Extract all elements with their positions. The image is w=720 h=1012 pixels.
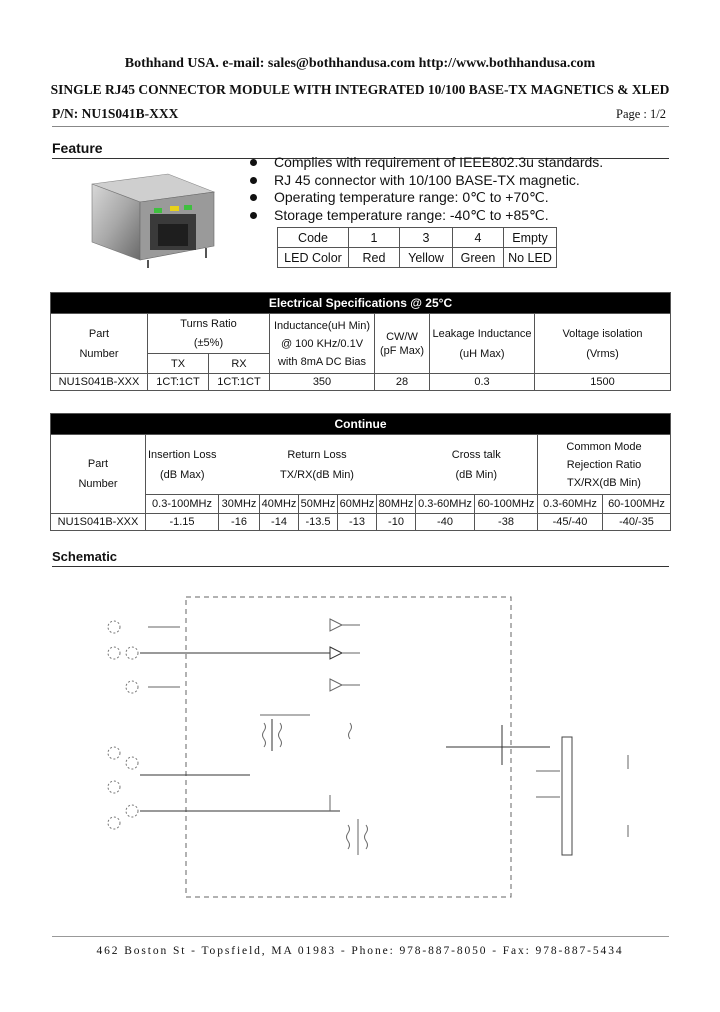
voltage-isolation-header: Voltage isolation (Vrms) [535,314,671,374]
leakage-header: Leakage Inductance (uH Max) [430,314,535,374]
table-cell: -16 [219,514,260,531]
table-cell: -38 [475,514,538,531]
led-green-left [154,208,162,213]
table-cell: -13 [338,514,377,531]
freq-header: 30MHz [219,495,260,514]
common-mode-header: Common Mode Rejection Ratio TX/RX(dB Min) [538,435,671,495]
schematic-heading: Schematic [52,549,118,564]
continue-spec-table [50,413,671,531]
freq-header: 0.3-100MHz [146,495,219,514]
part-number: P/N: NU1S041B-XXX [52,106,179,121]
rx-header: RX [209,354,270,374]
rj45-jack-pins [562,737,572,855]
led-cell: Red [349,248,400,268]
table-cell: -14 [260,514,299,531]
feature-heading: Feature [52,140,103,156]
insertion-loss-header: Insertion Loss (dB Max) [146,435,219,495]
footer-divider [52,936,669,937]
inductance-header: Inductance(uH Min) @ 100 KHz/0.1V with 8mA DC Bias [270,314,375,374]
freq-header: 60MHz [338,495,377,514]
led-cell: Code [278,228,349,248]
led-cell: Empty [504,228,557,248]
table-cell: -40 [416,514,475,531]
led-cell: Yellow [400,248,453,268]
led-cell: LED Color [278,248,349,268]
freq-header: 80MHz [377,495,416,514]
feature-item: RJ 45 connector with 10/100 BASE-TX magnetic. [248,172,603,190]
led-yellow [170,206,179,211]
led-cell: 4 [453,228,504,248]
rj45-connector-photo [88,170,218,270]
company-line: Bothhand USA. e-mail: sales@bothhandusa.com http://www.bothhandusa.com [124,56,596,71]
table-cell: 0.3 [430,374,535,391]
table-cell: -13.5 [299,514,338,531]
choke-coil-icon [349,723,352,739]
table-cell: -40/-35 [603,514,671,531]
led-diode-icon [330,679,342,691]
table-cell: NU1S041B-XXX [51,374,148,391]
freq-header: 50MHz [299,495,338,514]
table-title: Electrical Specifications @ 25°C [51,293,671,314]
document-title: SINGLE RJ45 CONNECTOR MODULE WITH INTEGRATED 10/100 BASE-TX MAGNETICS & XLED [50,82,670,97]
led-cell: No LED [504,248,557,268]
led-cell: 1 [349,228,400,248]
table-cell: 28 [375,374,430,391]
part-number-header: Part Number [51,314,148,374]
table-cell: NU1S041B-XXX [51,514,146,531]
header-divider [52,126,669,127]
transformer-coil-icon [365,825,368,849]
table-cell: -1.15 [146,514,219,531]
freq-header: 0.3-60MHz [538,495,603,514]
freq-header: 0.3-60MHz [416,495,475,514]
footer-address: 462 Boston St - Topsfield, MA 01983 - Phone: 978-887-8050 - Fax: 978-887-5434 [96,945,624,957]
feature-list [248,154,603,224]
table-cell: 1500 [535,374,671,391]
tx-header: TX [148,354,209,374]
cross-talk-header: Cross talk (dB Min) [416,435,538,495]
transformer-coil-icon [347,825,350,849]
cww-header: CW/W (pF Max) [375,314,430,374]
schematic-diagram [50,575,670,905]
freq-header: 60-100MHz [475,495,538,514]
schematic-divider [52,566,669,567]
table-cell: -45/-40 [538,514,603,531]
return-loss-header: Return Loss TX/RX(dB Min) [219,435,416,495]
transformer-coil-icon [263,723,266,747]
led-cell: Green [453,248,504,268]
feature-item: Operating temperature range: 0℃ to +70℃. [248,189,603,207]
led-code-table [277,227,557,268]
part-number-header: Part Number [51,435,146,514]
freq-header: 60-100MHz [603,495,671,514]
turns-ratio-header: Turns Ratio [148,314,270,334]
led-green-right [184,205,192,210]
table-cell: 350 [270,374,375,391]
page-indicator: Page : 1/2 [616,107,666,121]
feature-item: Storage temperature range: -40℃ to +85℃. [248,207,603,225]
turns-tolerance: (±5%) [148,334,270,354]
table-cell: 1CT:1CT [148,374,209,391]
freq-header: 40MHz [260,495,299,514]
led-cell: 3 [400,228,453,248]
table-cell: -10 [377,514,416,531]
table-cell: 1CT:1CT [209,374,270,391]
feature-item: Complies with requirement of IEEE802.3u standards. [248,154,603,172]
led-diode-icon [330,647,342,659]
led-diode-icon [330,619,342,631]
electrical-spec-table [50,292,671,391]
table-title: Continue [51,414,671,435]
transformer-coil-icon [279,723,282,747]
